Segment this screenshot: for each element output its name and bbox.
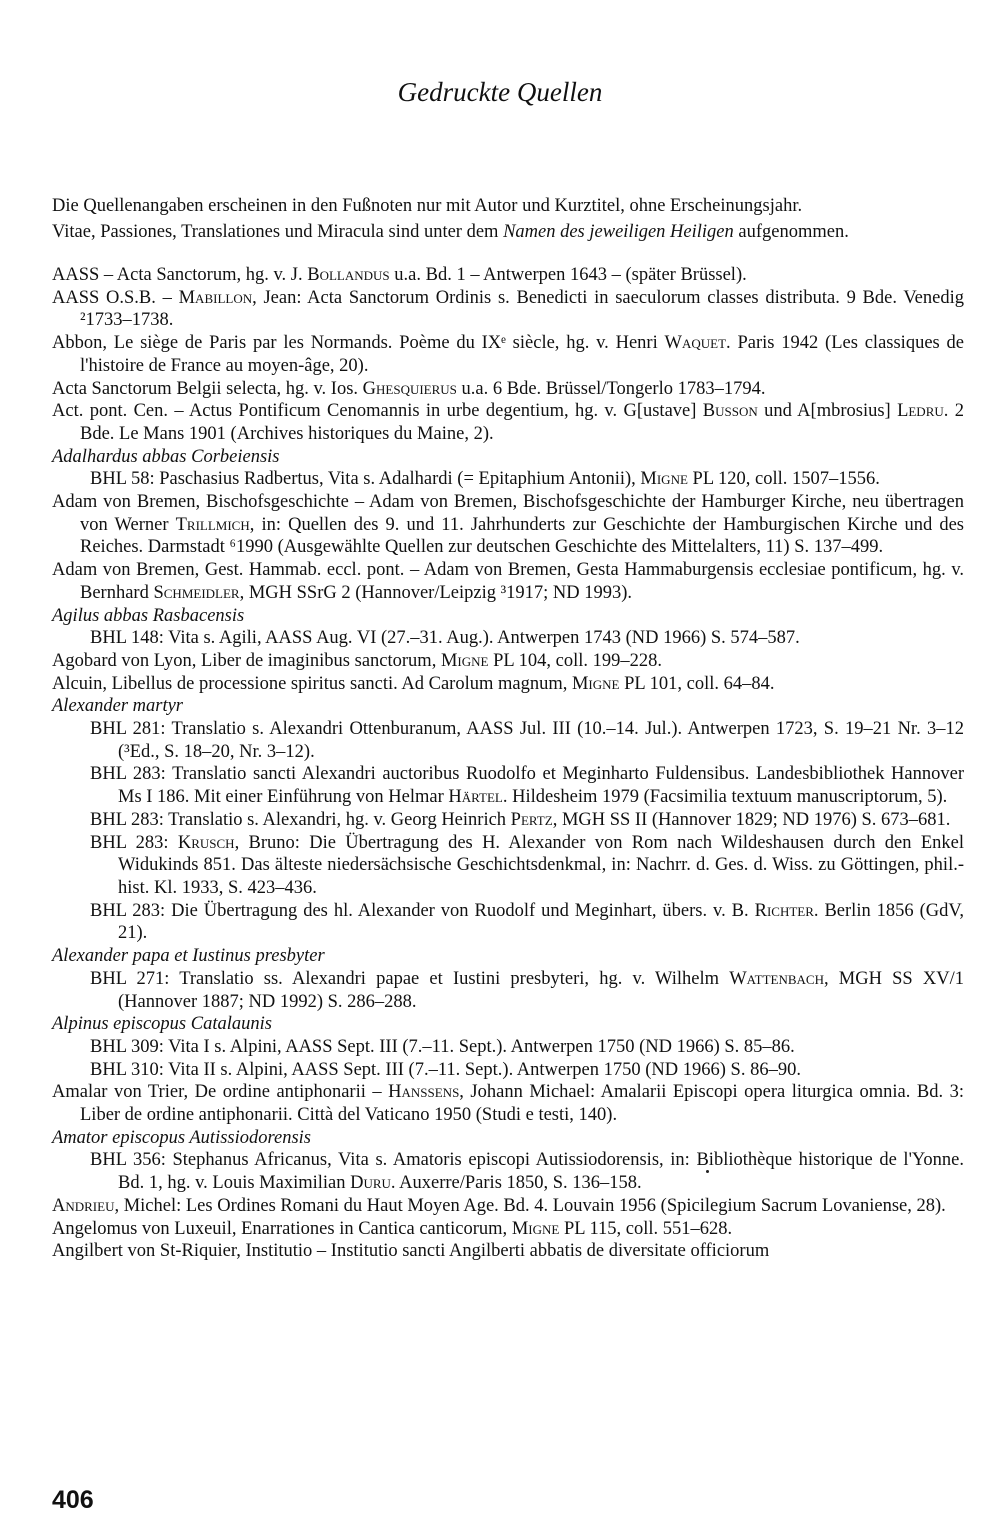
entry-text: BHL 271: Translatio ss. Alexandri papae et Iustini presbyteri, hg. v. Wilhelm [90,968,730,989]
author-name: Migne [440,650,489,671]
author-name: Migne [511,1218,560,1239]
author-name: Härtel [448,787,503,808]
entry-text: AASS – Acta Sanctorum, hg. v. J. [52,265,308,285]
entry-text: und A[mbrosius] [757,401,898,422]
entry-text: BHL 356: Stephanus Africanus, Vita s. Amatoris episcopi Autissiodorensis, in: Bibliothèque historique de l'Yonne. Bd. 1, hg. v. Louis Maximilian [90,1150,964,1194]
entry-text: , MGH SS II (Hannover 1829; ND 1976) S. 673–681. [552,809,951,830]
bibliography-subentry: BHL 281: Translatio s. Alexandri Ottenburanum, AASS Jul. III (10.–14. Jul.). Antwerpen 1723, S. 19–21 Nr. 3–12 (³Ed., S. 18–20, Nr. 3–12). [90,719,964,762]
author-name: Schmeidler [153,582,240,603]
entry-text: Alcuin, Libellus de processione spiritus sancti. Ad Carolum magnum, [52,673,572,694]
entry-text: . Hildesheim 1979 (Facsimilia textuum manuscriptorum, 5). [502,787,948,808]
author-name: Andrieu [52,1195,115,1216]
bibliography-entry [52,650,964,673]
entry-text: , Michel: Les Ordines Romani du Haut Moyen Age. Bd. 4. Louvain 1956 (Spicilegium Sacrum Lovaniense, 28). [114,1195,946,1216]
bibliography-list [52,264,964,1263]
bibliography-entry [52,673,964,696]
entry-text: BHL 58: Paschasius Radbertus, Vita s. Adalhardi (= Epitaphium Antonii), [90,469,641,490]
entry-text: . Paris 1942 (Les classiques de l'histoire de France au moyen-âge, 20). [80,333,964,376]
entry-text: u.a. Bd. 1 – Antwerpen 1643 – (später Brüssel). [389,265,747,285]
intro-line-2 [52,219,964,245]
entry-text: AASS O.S.B. – [52,287,179,308]
print-speck [706,1170,709,1173]
entry-text: PL 115, coll. 551–628. [559,1218,733,1239]
author-name: Krusch [177,832,235,853]
saint-heading: Alexander martyr [52,696,184,717]
entry-text: Adam von Bremen, Gest. Hammab. eccl. pont. – Adam von Bremen, Gesta Hammaburgensis ecclesiae pontificum, hg. v. Bernhard [52,560,964,603]
author-name: Migne [571,673,620,694]
entry-text: Act. pont. Cen. – Actus Pontificum Cenomannis in urbe degentium, hg. v. G[ustave] [52,401,703,422]
bibliography-entry [52,400,964,445]
saint-heading: Agilus abbas Rasbacensis [52,605,245,626]
bibliography-subentry: BHL 310: Vita II s. Alpini, AASS Sept. III (7.–11. Sept.). Antwerpen 1750 (ND 1966) S. 86–90. [90,1059,801,1080]
saint-heading: Alpinus episcopus Catalaunis [52,1014,272,1035]
bibliography-entry [52,332,964,377]
bibliography-entry [52,378,964,401]
entry-text: Agobard von Lyon, Liber de imaginibus sanctorum, [52,650,441,671]
entry-text: PL 101, coll. 64–84. [619,673,775,694]
entry-text: , in: Quellen des 9. und 11. Jahrhunderts zur Geschichte der Hamburgischen Kirche und des Reiches. Darmstadt ⁶1990 (Ausgewählte Quellen zur deutschen Geschichte des Mittelalters, 11) S. 137–499. [80,514,965,558]
author-name: Migne [640,469,688,490]
entry-text: BHL 283: Translatio sancti Alexandri auctoribus Ruodolfo et Meginharto Fuldensibus. Landesbibliothek Hannover Ms I 186. Mit einer Einführung von Helmar [90,764,964,808]
entry-text: PL 104, coll. 199–228. [488,650,662,671]
intro-emphasis: Namen des jeweiligen Heiligen [503,222,734,242]
intro-text: aufgenommen. [733,222,849,242]
entry-text: . Berlin 1856 (GdV, 21). [118,900,964,944]
entry-text: . 2 Bde. Le Mans 1901 (Archives historiques du Maine, 2). [80,401,964,444]
saint-heading: Alexander papa et Iustinus presbyter [52,946,325,967]
bibliography-subentry [52,832,964,900]
author-name: Mabillon [178,287,253,308]
entry-text: , Jean: Acta Sanctorum Ordinis s. Benedicti in saeculorum classes distributa. 9 Bde. Venedig ²1733–1738. [80,287,964,331]
author-name: Busson [702,401,758,422]
entry-text: Acta Sanctorum Belgii selecta, hg. v. Ios. [52,378,363,399]
entry-text: u.a. 6 Bde. Brüssel/Tongerlo 1783–1794. [456,378,766,399]
saint-heading: Amator episcopus Autissiodorensis [52,1127,312,1148]
entry-text: , Bruno: Die Übertragung des H. Alexander von Rom nach Wildeshausen durch den Enkel Widukinds 851. Das älteste niedersächsische Geschichtsdenkmal, in: Nachrr. d. Ges. d. Wiss. zu Göttingen, phil.-hist. Kl. 1933, S. 423–436. [118,832,964,898]
bibliography-subentry: BHL 148: Vita s. Agili, AASS Aug. VI (27.–31. Aug.). Antwerpen 1743 (ND 1966) S. 574–587. [90,628,800,649]
entry-text: Angelomus von Luxeuil, Enarrationes in Cantica canticorum, [52,1218,512,1239]
entry-text: , MGH SSrG 2 (Hannover/Leipzig ³1917; ND 1993). [239,582,633,603]
author-name: Pertz [510,809,553,830]
entry-text: , Johann Michael: Amalarii Episcopi opera liturgica omnia. Bd. 3: Liber de ordine antiphonarii. Città del Vaticano 1950 (Studi e testi, 140). [80,1082,964,1126]
bibliography-entry [52,1218,964,1241]
intro-paragraph [52,193,964,245]
bibliography-entry [52,491,964,559]
bibliography-subentry: BHL 309: Vita I s. Alpini, AASS Sept. III (7.–11. Sept.). Antwerpen 1750 (ND 1966) S. 85–86. [90,1036,795,1057]
entry-text: Abbon, Le siège de Paris par les Normands. Poème du IXᵉ siècle, hg. v. Henri [52,333,665,354]
entry-text: . Auxerre/Paris 1850, S. 136–158. [390,1173,642,1194]
bibliography-subentry [52,1149,964,1194]
bibliography-entry [52,559,964,604]
intro-line-1: Die Quellenangaben erscheinen in den Fußnoten nur mit Autor und Kurztitel, ohne Erscheinungsjahr. [52,196,803,216]
author-name: Duru [350,1173,391,1194]
author-name: Richter [754,900,814,921]
bibliography-entry [52,1195,964,1218]
bibliography-subentry [52,468,964,491]
bibliography-subentry [52,968,964,1013]
bibliography-subentry [52,809,964,832]
bibliography-entry [52,264,964,287]
author-name: Ghesquierus [362,378,457,399]
entry-text: PL 120, coll. 1507–1556. [687,469,880,490]
entry-text: , MGH SS XV/1 (Hannover 1887; ND 1992) S. 286–288. [118,968,965,1012]
entry-text: BHL 283: [90,832,178,853]
bibliography-entry [52,287,964,332]
author-name: Ledru [897,401,944,422]
saint-heading: Adalhardus abbas Corbeiensis [52,446,280,467]
page-title: Gedruckte Quellen [397,77,603,107]
bibliography-entry: Angilbert von St-Riquier, Institutio – Institutio sancti Angilberti abbatis de diversitate officiorum [52,1241,770,1262]
author-name: Bollandus [307,265,390,285]
entry-text: BHL 283: Translatio s. Alexandri, hg. v. Georg Heinrich [90,809,511,830]
author-name: Waquet [664,333,727,354]
intro-text: Vitae, Passiones, Translationes und Miracula sind unter dem [52,222,504,242]
page-number: 406 [52,1486,94,1514]
bibliography-subentry [52,900,964,945]
entry-text: Amalar von Trier, De ordine antiphonarii – [52,1082,389,1103]
bibliography-subentry [52,763,964,808]
author-name: Trillmich [175,514,250,535]
author-name: Hanssens [388,1082,460,1103]
entry-text: Adam von Bremen, Bischofsgeschichte – Adam von Bremen, Bischofsgeschichte der Hamburger Kirche, neu übertragen von Werner [52,492,964,535]
entry-text: BHL 283: Die Übertragung des hl. Alexander von Ruodolf und Meginhart, übers. v. B. [90,900,755,921]
bibliography-entry [52,1081,964,1126]
author-name: Wattenbach [729,968,824,989]
